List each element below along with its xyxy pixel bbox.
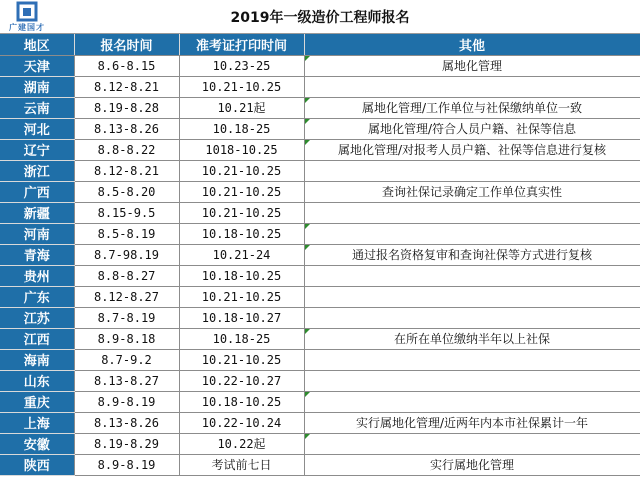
header-admission-print-time: 准考证打印时间: [179, 34, 304, 55]
print-time-cell: 10.23-25: [179, 55, 304, 76]
page-title: 2019年一级造价工程师报名: [230, 10, 410, 26]
title-row: [0, 0, 640, 34]
note-cell: [304, 76, 640, 97]
note-cell: [304, 160, 640, 181]
note-cell: 属地化管理: [304, 55, 640, 76]
registration-time-cell: 8.8-8.22: [74, 139, 179, 160]
region-cell: 贵州: [0, 265, 74, 286]
table-row: [0, 55, 640, 76]
print-time-cell: 1018-10.25: [179, 139, 304, 160]
registration-time-cell: 8.13-8.26: [74, 118, 179, 139]
registration-time-cell: 8.15-9.5: [74, 202, 179, 223]
note-cell: 属地化管理/符合人员户籍、社保等信息: [304, 118, 640, 139]
table-row: [0, 118, 640, 139]
print-time-cell: 10.18-25: [179, 118, 304, 139]
region-cell: 广东: [0, 286, 74, 307]
header-region: 地区: [0, 34, 74, 55]
print-time-cell: 10.22-10.27: [179, 370, 304, 391]
table-row: [0, 391, 640, 412]
print-time-cell: 10.21-24: [179, 244, 304, 265]
print-time-cell: 10.22起: [179, 433, 304, 454]
region-cell: 湖南: [0, 76, 74, 97]
registration-time-cell: 8.7-9.2: [74, 349, 179, 370]
registration-time-cell: 8.7-8.19: [74, 307, 179, 328]
print-time-cell: 10.18-10.25: [179, 223, 304, 244]
registration-time-cell: 8.13-8.26: [74, 412, 179, 433]
table-row: [0, 286, 640, 307]
print-time-cell: 10.21-10.25: [179, 160, 304, 181]
table-row: [0, 349, 640, 370]
table-row: [0, 160, 640, 181]
region-cell: 新疆: [0, 202, 74, 223]
region-cell: 河北: [0, 118, 74, 139]
registration-time-cell: 8.5-8.19: [74, 223, 179, 244]
table-row: [0, 454, 640, 475]
print-time-cell: 10.21-10.25: [179, 349, 304, 370]
registration-table: [0, 34, 640, 476]
print-time-cell: 考试前七日: [179, 454, 304, 475]
table-row: [0, 181, 640, 202]
note-cell: [304, 349, 640, 370]
logo-text: 广建国才: [9, 23, 45, 32]
header-other: 其他: [304, 34, 640, 55]
registration-time-cell: 8.9-8.19: [74, 454, 179, 475]
print-time-cell: 10.18-10.27: [179, 307, 304, 328]
region-cell: 江西: [0, 328, 74, 349]
note-cell: 实行属地化管理/近两年内本市社保累计一年: [304, 412, 640, 433]
table-row: [0, 97, 640, 118]
note-cell: 属地化管理/工作单位与社保缴纳单位一致: [304, 97, 640, 118]
note-cell: [304, 391, 640, 412]
region-cell: 上海: [0, 412, 74, 433]
region-cell: 陕西: [0, 454, 74, 475]
region-cell: 安徽: [0, 433, 74, 454]
note-cell: [304, 265, 640, 286]
note-cell: 在所在单位缴纳半年以上社保: [304, 328, 640, 349]
note-cell: 通过报名资格复审和查询社保等方式进行复核: [304, 244, 640, 265]
header-registration-time: 报名时间: [74, 34, 179, 55]
region-cell: 天津: [0, 55, 74, 76]
registration-time-cell: 8.9-8.18: [74, 328, 179, 349]
region-cell: 山东: [0, 370, 74, 391]
note-cell: [304, 202, 640, 223]
print-time-cell: 10.21-10.25: [179, 202, 304, 223]
note-cell: [304, 433, 640, 454]
print-time-cell: 10.18-10.25: [179, 265, 304, 286]
registration-time-cell: 8.19-8.29: [74, 433, 179, 454]
print-time-cell: 10.21起: [179, 97, 304, 118]
table-row: [0, 139, 640, 160]
registration-time-cell: 8.9-8.19: [74, 391, 179, 412]
region-cell: 青海: [0, 244, 74, 265]
note-cell: 属地化管理/对报考人员户籍、社保等信息进行复核: [304, 139, 640, 160]
table-row: [0, 412, 640, 433]
table-row: [0, 202, 640, 223]
registration-time-cell: 8.19-8.28: [74, 97, 179, 118]
region-cell: 浙江: [0, 160, 74, 181]
print-time-cell: 10.18-10.25: [179, 391, 304, 412]
note-cell: 查询社保记录确定工作单位真实性: [304, 181, 640, 202]
header-row: [0, 34, 640, 55]
region-cell: 重庆: [0, 391, 74, 412]
table-row: [0, 265, 640, 286]
region-cell: 海南: [0, 349, 74, 370]
registration-time-cell: 8.5-8.20: [74, 181, 179, 202]
registration-time-cell: 8.12-8.21: [74, 76, 179, 97]
print-time-cell: 10.22-10.24: [179, 412, 304, 433]
note-cell: 实行属地化管理: [304, 454, 640, 475]
registration-time-cell: 8.12-8.21: [74, 160, 179, 181]
table-row: [0, 433, 640, 454]
print-time-cell: 10.21-10.25: [179, 181, 304, 202]
note-cell: [304, 286, 640, 307]
table-row: [0, 223, 640, 244]
table-row: [0, 370, 640, 391]
print-time-cell: 10.21-10.25: [179, 286, 304, 307]
registration-time-cell: 8.12-8.27: [74, 286, 179, 307]
registration-time-cell: 8.7-98.19: [74, 244, 179, 265]
table-row: [0, 307, 640, 328]
table-row: [0, 244, 640, 265]
registration-time-cell: 8.6-8.15: [74, 55, 179, 76]
note-cell: [304, 223, 640, 244]
registration-time-cell: 8.8-8.27: [74, 265, 179, 286]
print-time-cell: 10.21-10.25: [179, 76, 304, 97]
table-row: [0, 76, 640, 97]
registration-time-cell: 8.13-8.27: [74, 370, 179, 391]
region-cell: 辽宁: [0, 139, 74, 160]
print-time-cell: 10.18-25: [179, 328, 304, 349]
region-cell: 广西: [0, 181, 74, 202]
note-cell: [304, 370, 640, 391]
region-cell: 云南: [0, 97, 74, 118]
note-cell: [304, 307, 640, 328]
region-cell: 河南: [0, 223, 74, 244]
region-cell: 江苏: [0, 307, 74, 328]
table-row: [0, 328, 640, 349]
